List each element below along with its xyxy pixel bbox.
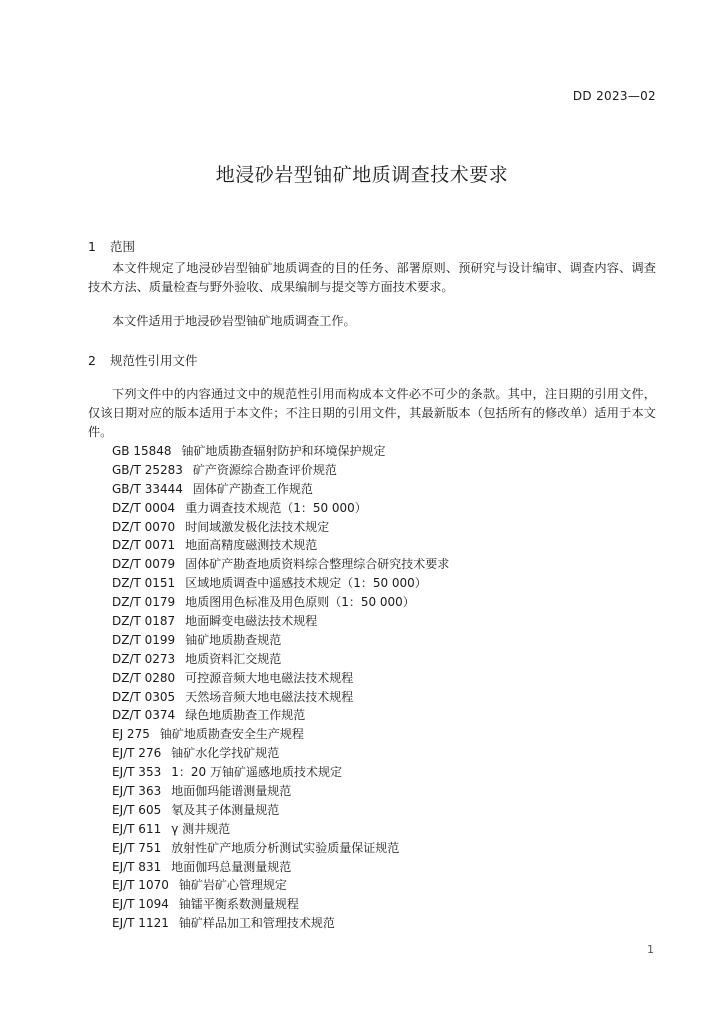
reference-title: 1：20 万铀矿遥感地质技术规定 <box>171 765 342 780</box>
reference-item <box>112 631 449 650</box>
reference-title: 绿色地质勘查工作规范 <box>185 708 306 723</box>
reference-code: EJ/T 363 <box>112 784 162 799</box>
reference-item <box>112 858 449 877</box>
document-title: 地浸砂岩型铀矿地质调查技术要求 <box>215 164 509 186</box>
reference-list <box>112 442 449 933</box>
reference-code: EJ/T 1070 <box>112 878 169 893</box>
reference-code: GB 15848 <box>112 444 172 458</box>
reference-code: DZ/T 0179 <box>112 595 176 610</box>
section-title: 范围 <box>109 239 135 254</box>
reference-item <box>112 518 449 537</box>
reference-item <box>112 839 449 858</box>
reference-item <box>112 782 449 801</box>
reference-code: EJ 275 <box>112 727 150 742</box>
reference-item <box>112 650 449 669</box>
reference-item <box>112 744 449 763</box>
reference-title: γ 测井规范 <box>171 821 231 836</box>
reference-title: 区域地质调查中遥感技术规定（1：50 000） <box>185 576 427 591</box>
reference-code: DZ/T 0280 <box>112 670 176 685</box>
reference-title: 可控源音频大地电磁法技术规程 <box>185 670 354 685</box>
reference-title: 铀矿水化学找矿规范 <box>171 746 280 761</box>
reference-code: EJ/T 276 <box>112 746 162 761</box>
reference-code: EJ/T 605 <box>112 802 162 817</box>
reference-item <box>112 480 449 499</box>
scope-paragraph-1: 本文件规定了地浸砂岩型铀矿地质调查的目的任务、部署原则、预研究与设计编审、调查内容、调查技术方法、质量检查与野外验收、成果编制与提交等方面技术要求。 <box>88 261 656 294</box>
reference-title: 时间域激发极化法技术规定 <box>185 519 330 534</box>
reference-item <box>112 820 449 839</box>
reference-code: DZ/T 0187 <box>112 614 176 629</box>
reference-title: 地质图用色标准及用色原则（1：50 000） <box>185 595 415 610</box>
references-intro-paragraph: 下列文件中的内容通过文中的规范性引用而构成本文件必不可少的条款。其中，注日期的引用文件，仅该日期对应的版本适用于本文件；不注日期的引用文件，其最新版本（包括所有的修改单）适用于本文件。 <box>88 387 656 439</box>
reference-item <box>112 801 449 820</box>
reference-title: 地面高精度磁测技术规范 <box>185 538 318 553</box>
section-number: 2 <box>88 353 96 368</box>
reference-title: 矿产资源综合勘查评价规范 <box>192 462 337 477</box>
reference-title: 地面瞬变电磁法技术规程 <box>185 614 318 629</box>
reference-item <box>112 763 449 782</box>
reference-item <box>112 461 449 480</box>
reference-code: DZ/T 0079 <box>112 557 176 572</box>
reference-title: 放射性矿产地质分析测试实验质量保证规范 <box>171 840 400 855</box>
reference-item <box>112 612 449 631</box>
reference-code: EJ/T 831 <box>112 859 162 874</box>
reference-code: EJ/T 611 <box>112 821 162 836</box>
reference-item <box>112 725 449 744</box>
reference-item <box>112 876 449 895</box>
reference-title: 重力调查技术规范（1：50 000） <box>185 500 367 515</box>
scope-paragraph-2: 本文件适用于地浸砂岩型铀矿地质调查工作。 <box>112 314 356 328</box>
reference-item <box>112 442 449 461</box>
section-title: 规范性引用文件 <box>109 353 198 368</box>
reference-item <box>112 555 449 574</box>
section-heading-scope <box>88 237 135 255</box>
reference-item <box>112 536 449 555</box>
reference-code: DZ/T 0305 <box>112 689 176 704</box>
reference-item <box>112 895 449 914</box>
reference-code: DZ/T 0071 <box>112 538 176 553</box>
reference-title: 铀矿岩矿心管理规定 <box>178 878 287 893</box>
reference-title: 铀矿地质勘查安全生产规程 <box>159 727 304 742</box>
reference-item <box>112 593 449 612</box>
reference-code: DZ/T 0151 <box>112 576 176 591</box>
reference-item <box>112 574 449 593</box>
reference-title: 地面伽玛能谱测量规范 <box>171 784 292 799</box>
reference-title: 地面伽玛总量测量规范 <box>171 859 292 874</box>
reference-code: GB/T 25283 <box>112 462 183 477</box>
reference-title: 铀镭平衡系数测量规程 <box>178 897 299 912</box>
reference-code: DZ/T 0273 <box>112 651 176 666</box>
reference-title: 铀矿地质勘查辐射防护和环境保护规定 <box>181 444 386 458</box>
reference-code: EJ/T 1121 <box>112 916 169 931</box>
page-number: 1 <box>647 943 654 956</box>
reference-title: 固体矿产勘查工作规范 <box>192 481 313 496</box>
reference-title: 铀矿样品加工和管理技术规范 <box>178 916 335 931</box>
reference-item <box>112 499 449 518</box>
reference-code: GB/T 33444 <box>112 481 183 496</box>
reference-code: EJ/T 751 <box>112 840 162 855</box>
reference-item <box>112 688 449 707</box>
reference-title: 固体矿产勘查地质资料综合整理综合研究技术要求 <box>185 557 450 572</box>
reference-title: 氡及其子体测量规范 <box>171 802 280 817</box>
reference-item <box>112 914 449 933</box>
reference-code: EJ/T 1094 <box>112 897 169 912</box>
reference-code: DZ/T 0070 <box>112 519 176 534</box>
document-code: DD 2023—02 <box>572 89 656 103</box>
reference-title: 天然场音频大地电磁法技术规程 <box>185 689 354 704</box>
reference-code: EJ/T 353 <box>112 765 162 780</box>
section-number: 1 <box>88 239 96 254</box>
reference-item <box>112 706 449 725</box>
reference-title: 地质资料汇交规范 <box>185 651 282 666</box>
reference-code: DZ/T 0199 <box>112 632 176 647</box>
reference-code: DZ/T 0004 <box>112 500 176 515</box>
reference-item <box>112 669 449 688</box>
section-heading-normative-references <box>88 351 198 369</box>
reference-title: 铀矿地质勘查规范 <box>185 632 282 647</box>
reference-code: DZ/T 0374 <box>112 708 176 723</box>
